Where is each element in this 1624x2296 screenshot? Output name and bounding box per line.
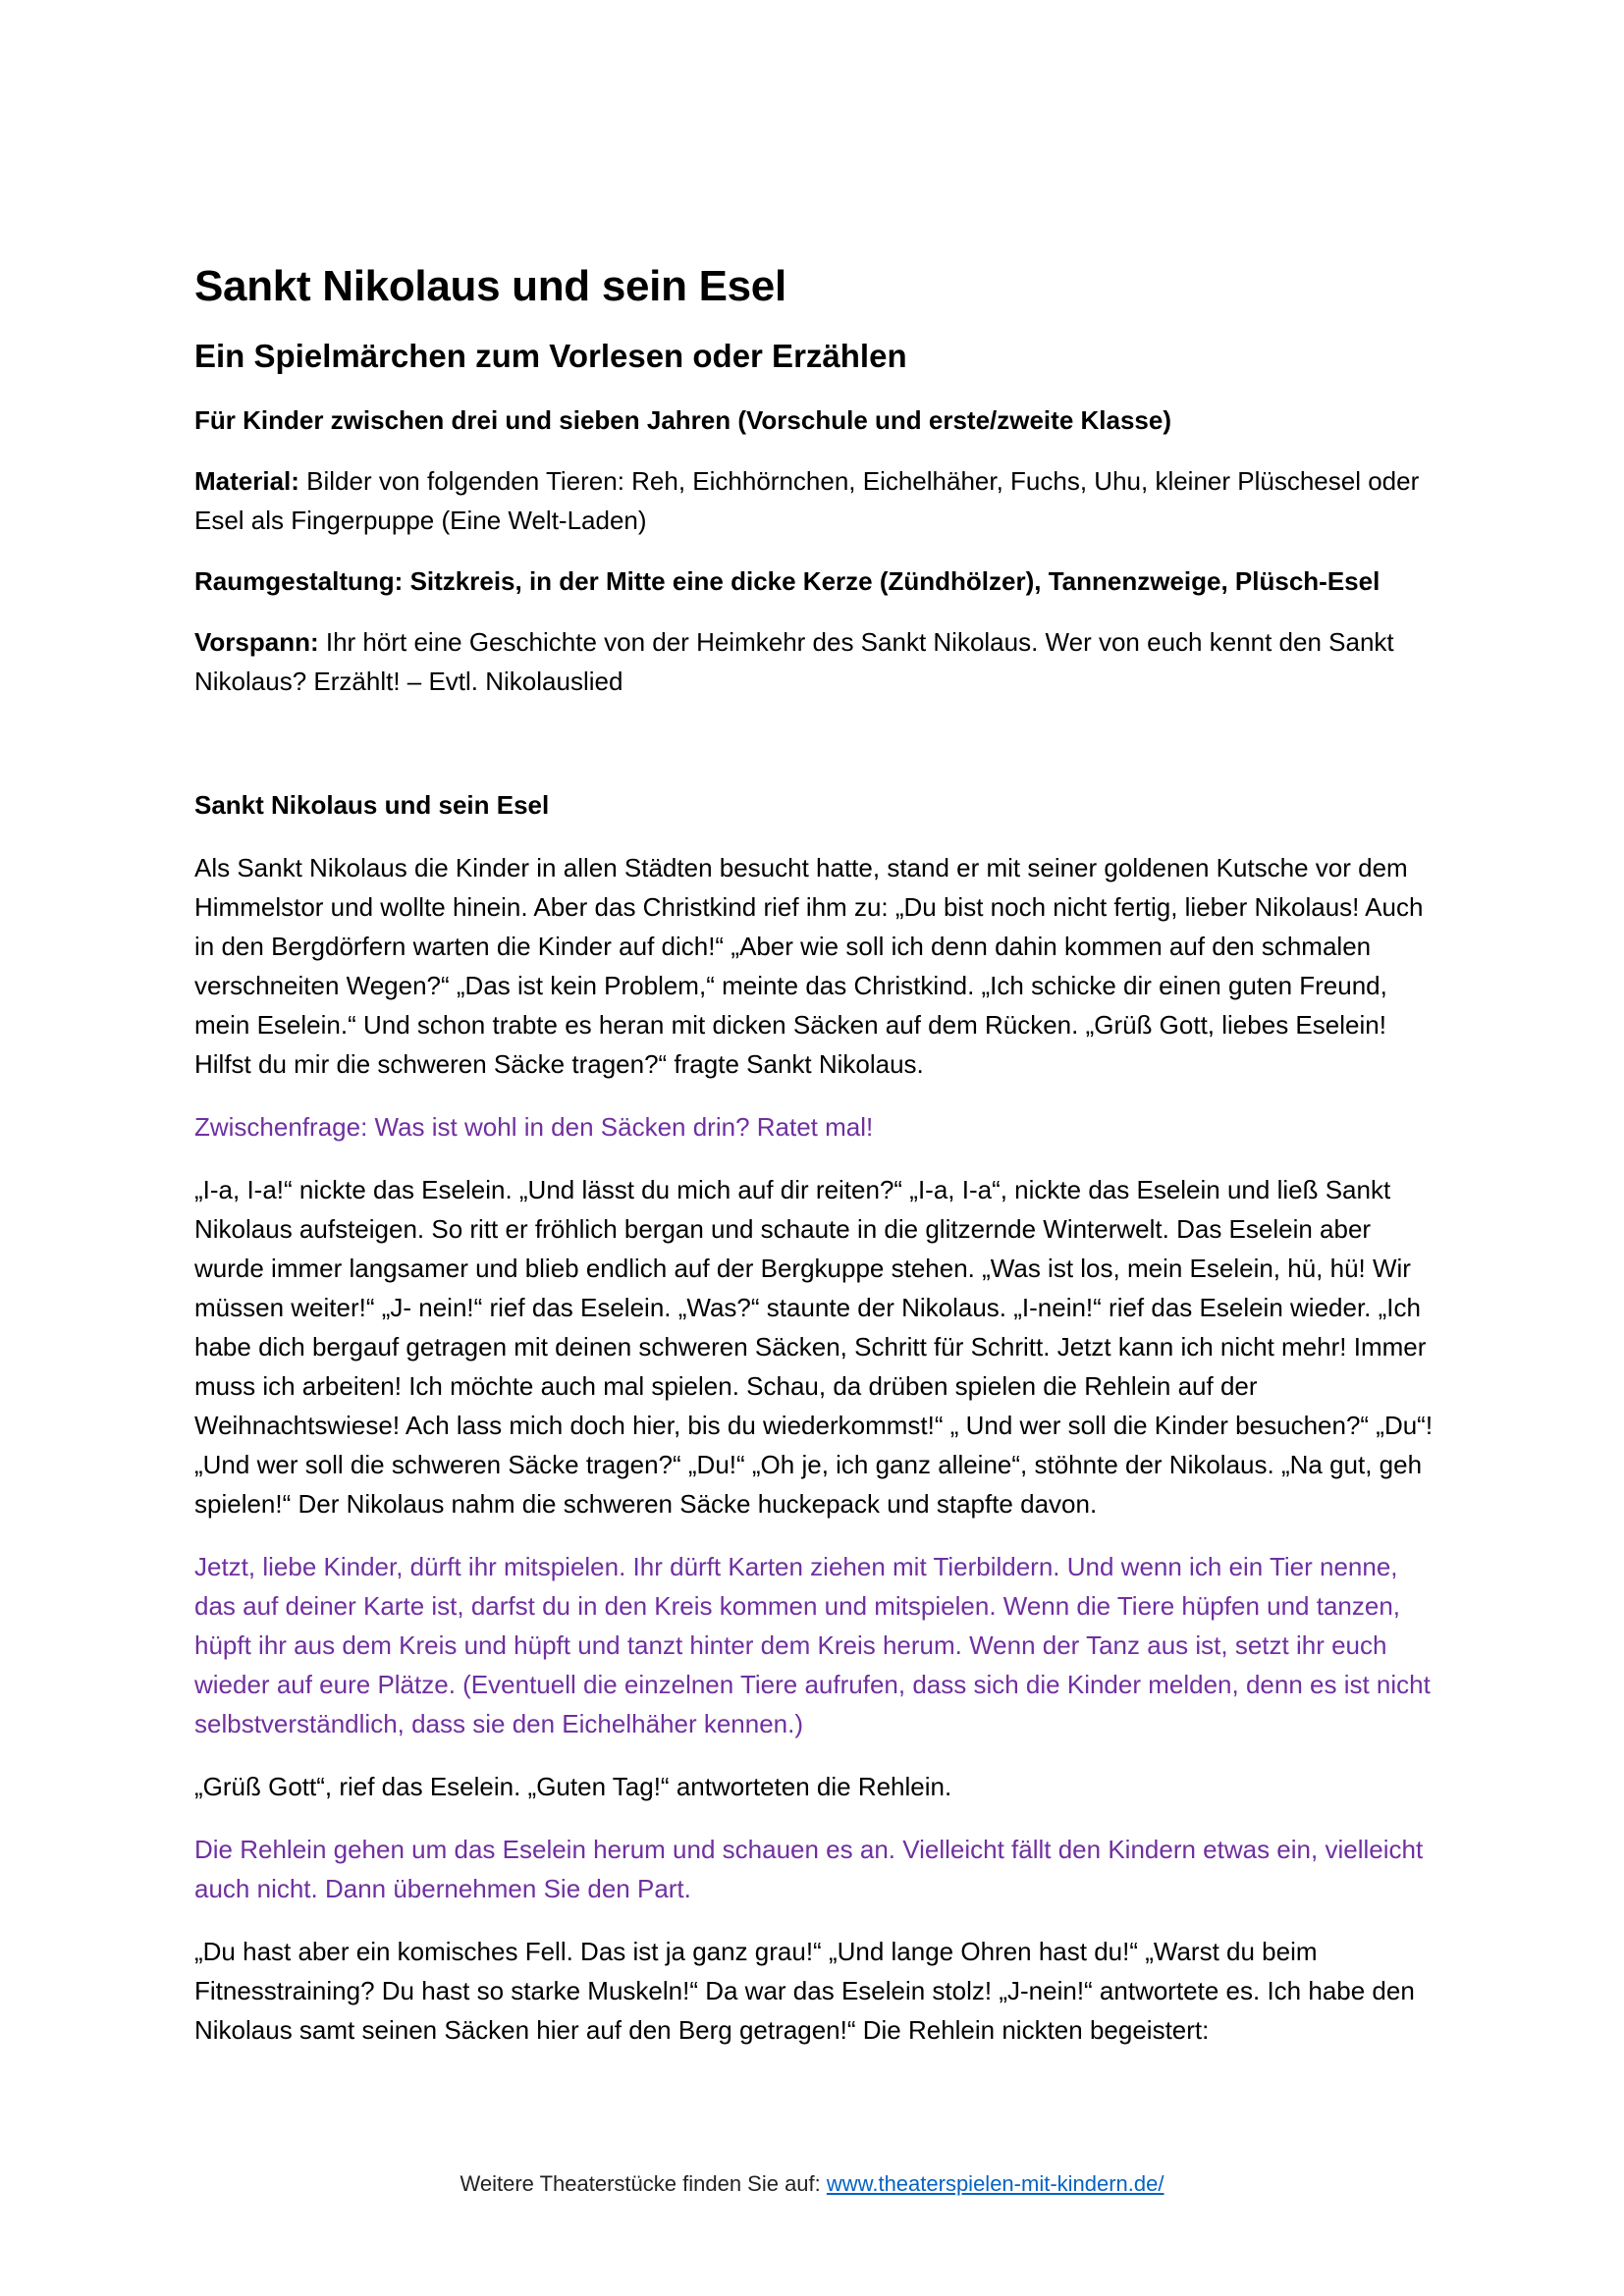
story-paragraph: „I-a, I-a!“ nickte das Eselein. „Und lässt du mich auf dir reiten?“ „I-a, I-a“, nickte das Eselein und ließ Sankt Nikolaus aufsteigen. So ritt er fröhlich bergan und schaute in die glitzernde Winterwelt. Das Eselein aber wurde immer langsamer und blieb endlich auf der Bergkuppe stehen. „Was ist los, mein Eselein, hü, hü! Wir müssen weiter!“ „J- nein!“ rief das Eselein. „Was?“ staunte der Nikolaus. „I-nein!“ rief das Eselein wieder. „Ich habe dich bergauf getragen mit deinen schweren Säcken, Schritt für Schritt. Jetzt kann ich nicht mehr! Immer muss ich arbeiten! Ich möchte auch mal spielen. Schau, da drüben spielen die Rehlein auf der Weihnachtswiese! Ach lass mich doch hier, bis du wiederkommst!“ „ Und wer soll die Kinder besuchen?“ „Du“! „Und wer soll die schweren Säcke tragen?“ „Du!“ „Oh je, ich ganz alleine“, stöhnte der Nikolaus. „Na gut, geh spielen!“ Der Nikolaus nahm die schweren Säcke huckepack und stapfte davon. <box>194 1175 1434 1519</box>
instruction-paragraph: Zwischenfrage: Was ist wohl in den Säcken drin? Ratet mal! <box>194 1112 874 1142</box>
intro-label: Vorspann: <box>194 627 319 657</box>
footer-text: Weitere Theaterstücke finden Sie auf: <box>460 2171 827 2196</box>
intro-text: Ihr hört eine Geschichte von der Heimkehr des Sankt Nikolaus. Wer von euch kennt den Sankt Nikolaus? Erzählt! – Evtl. Nikolauslied <box>194 627 1394 696</box>
intro-paragraph <box>194 622 1441 701</box>
story-paragraph: „Du hast aber ein komisches Fell. Das ist ja ganz grau!“ „Und lange Ohren hast du!“ „Warst du beim Fitnesstraining? Du hast so starke Muskeln!“ Da war das Eselein stolz! „J-nein!“ antwortete es. Ich habe den Nikolaus samt seinen Säcken hier auf den Berg getragen!“ Die Rehlein nickten begeistert: <box>194 1937 1415 2045</box>
instruction-paragraph: Jetzt, liebe Kinder, dürft ihr mitspielen. Ihr dürft Karten ziehen mit Tierbildern. Und wenn ich ein Tier nenne, das auf deiner Karte ist, darfst du in den Kreis kommen und mitspielen. Wenn die Tiere hüpfen und tanzen, hüpft ihr aus dem Kreis und hüpft und tanzt hinter dem Kreis herum. Wenn der Tanz aus ist, setzt ihr euch wieder auf eure Plätze. (Eventuell die einzelnen Tiere aufrufen, dass sich die Kinder melden, denn es ist nicht selbstverständlich, dass sie den Eichelhäher kennen.) <box>194 1552 1431 1738</box>
page-footer <box>0 2169 1624 2199</box>
story-paragraph: „Grüß Gott“, rief das Eselein. „Guten Tag!“ antworteten die Rehlein. <box>194 1772 952 1801</box>
material-paragraph <box>194 461 1441 540</box>
story-title: Sankt Nikolaus und sein Esel <box>194 790 550 820</box>
material-text: Bilder von folgenden Tieren: Reh, Eichhörnchen, Eichelhäher, Fuchs, Uhu, kleiner Plüschesel oder Esel als Fingerpuppe (Eine Welt-Laden) <box>194 466 1420 535</box>
material-label: Material: <box>194 466 299 496</box>
footer-link[interactable]: www.theaterspielen-mit-kindern.de/ <box>826 2171 1164 2196</box>
document-subtitle: Ein Spielmärchen zum Vorlesen oder Erzählen <box>194 338 907 374</box>
instruction-paragraph: Die Rehlein gehen um das Eselein herum und schauen es an. Vielleicht fällt den Kindern etwas ein, vielleicht auch nicht. Dann übernehmen Sie den Part. <box>194 1835 1424 1903</box>
document-body <box>194 257 1441 2050</box>
audience-line: Für Kinder zwischen drei und sieben Jahren (Vorschule und erste/zweite Klasse) <box>194 405 1171 435</box>
room-layout-line: Raumgestaltung: Sitzkreis, in der Mitte eine dicke Kerze (Zündhölzer), Tannenzweige, Plüsch-Esel <box>194 566 1380 596</box>
document-title: Sankt Nikolaus und sein Esel <box>194 262 786 310</box>
story-paragraph: Als Sankt Nikolaus die Kinder in allen Städten besucht hatte, stand er mit seiner goldenen Kutsche vor dem Himmelstor und wollte hinein. Aber das Christkind rief ihm zu: „Du bist noch nicht fertig, lieber Nikolaus! Auch in den Bergdörfern warten die Kinder auf dich!“ „Aber wie soll ich denn dahin kommen auf den schmalen verschneiten Wegen?“ „Das ist kein Problem,“ meinte das Christkind. „Ich schicke dir einen guten Freund, mein Eselein.“ Und schon trabte es heran mit dicken Säcken auf dem Rücken. „Grüß Gott, liebes Eselein! Hilfst du mir die schweren Säcke tragen?“ fragte Sankt Nikolaus. <box>194 853 1424 1079</box>
